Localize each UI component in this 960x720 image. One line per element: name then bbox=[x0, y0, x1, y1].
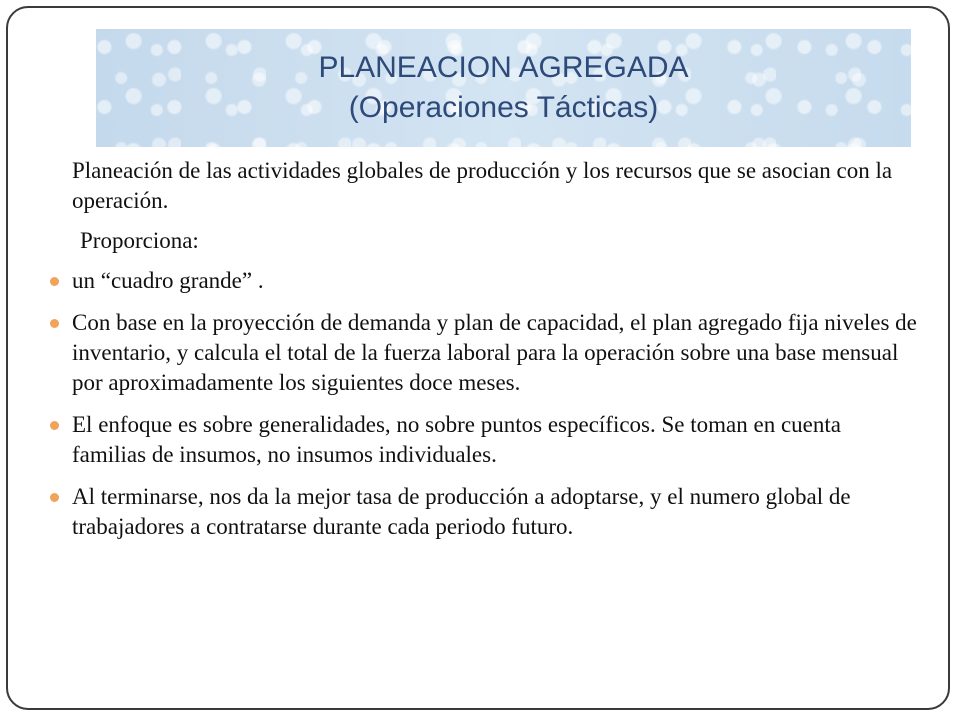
bullet-text: El enfoque es sobre generalidades, no sobre puntos específicos. Se toman en cuenta familias de insumos, no insumos individuales. bbox=[72, 412, 841, 467]
bullet-item bbox=[48, 482, 918, 542]
provides-label: Proporciona: bbox=[80, 228, 199, 253]
bullet-dot-icon bbox=[50, 421, 59, 430]
bullet-item bbox=[48, 410, 918, 470]
bullet-item bbox=[48, 266, 918, 296]
bullet-text: Con base en la proyección de demanda y plan de capacidad, el plan agregado fija niveles de inventario, y calcula el total de la fuerza laboral para la operación sobre una base mensual por aproximadamente los siguientes doce meses. bbox=[72, 310, 917, 395]
intro-paragraph: Planeación de las actividades globales de producción y los recursos que se asocian con la operación. bbox=[72, 158, 893, 213]
bullet-list bbox=[48, 266, 918, 542]
bullet-text: un “cuadro grande” . bbox=[72, 268, 264, 293]
slide-title bbox=[96, 29, 911, 147]
bullet-item bbox=[48, 308, 918, 398]
bullet-dot-icon bbox=[50, 277, 59, 286]
bullet-text: Al terminarse, nos da la mejor tasa de producción a adoptarse, y el numero global de trabajadores a contratarse durante cada periodo futuro. bbox=[72, 484, 851, 539]
title-line-1: PLANEACION AGREGADA bbox=[318, 51, 689, 84]
bullet-dot-icon bbox=[50, 493, 59, 502]
bullet-dot-icon bbox=[50, 319, 59, 328]
title-line-2: (Operaciones Tácticas) bbox=[348, 91, 659, 124]
slide-body bbox=[48, 154, 918, 554]
